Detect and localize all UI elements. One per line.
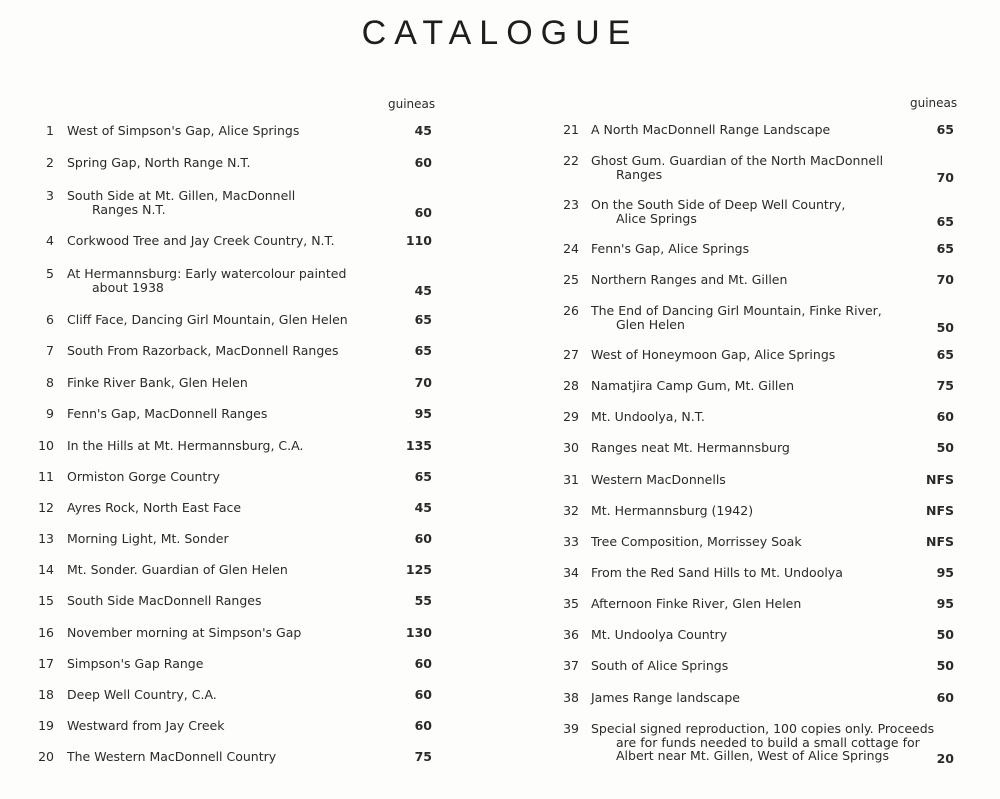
entry-title xyxy=(591,273,787,287)
entry-title xyxy=(591,722,934,763)
entry-number: 36 xyxy=(563,627,579,642)
entry-number: 33 xyxy=(563,534,579,549)
page-title: CATALOGUE xyxy=(361,14,639,52)
entry-price: 125 xyxy=(405,562,432,577)
entry-title xyxy=(591,348,835,362)
entry-title-line: Ranges N.T. xyxy=(92,201,166,217)
entry-title xyxy=(591,304,882,331)
entry-number: 10 xyxy=(38,438,54,453)
entry-price: 50 xyxy=(936,440,954,455)
entry-title xyxy=(67,626,301,640)
entry-number: 23 xyxy=(563,197,579,212)
entry-title xyxy=(67,719,224,733)
entry-title-line: Finke River Bank, Glen Helen xyxy=(67,375,248,390)
entry-title xyxy=(67,344,339,358)
entry-title-line: Simpson's Gap Range xyxy=(67,656,204,671)
entry-price: NFS xyxy=(925,534,954,549)
entry-title-line: Ormiston Gorge Country xyxy=(67,469,220,484)
entry-title-line: Mt. Hermannsburg (1942) xyxy=(591,503,754,518)
entry-price: 65 xyxy=(414,343,432,358)
entry-number: 34 xyxy=(563,565,579,580)
entry-title-line: Northern Ranges and Mt. Gillen xyxy=(591,272,788,287)
entry-number: 14 xyxy=(38,562,54,577)
entry-number: 38 xyxy=(563,690,579,705)
entry-price: 50 xyxy=(936,627,954,642)
entry-title xyxy=(591,441,790,455)
entry-title xyxy=(67,313,348,327)
entry-price: 65 xyxy=(936,241,954,256)
entry-title xyxy=(67,470,220,484)
entry-title-line: Westward from Jay Creek xyxy=(67,718,225,733)
entry-title-line: Spring Gap, North Range N.T. xyxy=(67,155,251,170)
entry-title-line: Cliff Face, Dancing Girl Mountain, Glen Helen xyxy=(67,312,348,327)
entry-price: 65 xyxy=(414,312,432,327)
entry-price: 70 xyxy=(414,375,432,390)
entry-number: 30 xyxy=(563,440,579,455)
entry-price: 65 xyxy=(936,213,954,229)
entry-title xyxy=(67,563,288,577)
entry-title-line: Mt. Undoolya Country xyxy=(591,627,728,642)
column-header-guineas-left: guineas xyxy=(388,97,436,111)
entry-title-line: Corkwood Tree and Jay Creek Country, N.T. xyxy=(67,233,335,248)
entry-title-line: South Side MacDonnell Ranges xyxy=(67,593,262,608)
entry-title-line: Ranges xyxy=(616,166,663,182)
entry-title-line: Namatjira Camp Gum, Mt. Gillen xyxy=(591,378,795,393)
entry-title-line: Morning Light, Mt. Sonder xyxy=(67,531,229,546)
entry-title-line: A North MacDonnell Range Landscape xyxy=(591,122,831,137)
entry-price: 60 xyxy=(414,656,432,671)
entry-price: 75 xyxy=(414,749,432,764)
entry-title-line: November morning at Simpson's Gap xyxy=(67,625,302,640)
entry-title xyxy=(67,439,303,453)
entry-title xyxy=(591,379,794,393)
entry-title-line: From the Red Sand Hills to Mt. Undoolya xyxy=(591,565,843,580)
entry-title-line: Alice Springs xyxy=(616,210,697,226)
entry-price: 70 xyxy=(936,272,954,287)
entry-title-line: The Western MacDonnell Country xyxy=(67,749,277,764)
entry-number: 16 xyxy=(38,625,54,640)
entry-price: 95 xyxy=(414,406,432,421)
entry-number: 35 xyxy=(563,596,579,611)
entry-price: 65 xyxy=(936,122,954,137)
entry-price: 50 xyxy=(936,319,954,335)
entry-price: 65 xyxy=(414,469,432,484)
entry-number: 21 xyxy=(563,122,579,137)
entry-price: 60 xyxy=(414,155,432,170)
entry-number: 31 xyxy=(563,472,579,487)
entry-title xyxy=(591,242,749,256)
entry-price: 95 xyxy=(936,596,954,611)
entry-price: 60 xyxy=(936,690,954,705)
entry-title xyxy=(67,657,203,671)
entry-title-line: On the South Side of Deep Well Country, xyxy=(591,197,846,212)
entry-title xyxy=(67,501,241,515)
entry-title xyxy=(67,688,217,702)
entry-title-line: Ayres Rock, North East Face xyxy=(67,500,242,515)
entry-title xyxy=(591,410,705,424)
entry-number: 2 xyxy=(46,155,54,170)
entry-price: 45 xyxy=(414,123,432,138)
entry-price: 65 xyxy=(936,347,954,362)
entry-price: 60 xyxy=(414,204,432,220)
entry-number: 5 xyxy=(46,266,54,281)
entry-number: 15 xyxy=(38,593,54,608)
entry-title-line: South From Razorback, MacDonnell Ranges xyxy=(67,343,339,358)
entry-title xyxy=(67,267,346,294)
entry-price: 60 xyxy=(414,718,432,733)
entry-title xyxy=(591,628,727,642)
entry-title-line: Special signed reproduction, 100 copies only. Proceeds xyxy=(591,721,935,736)
entry-title xyxy=(67,532,229,546)
entry-number: 39 xyxy=(563,721,579,736)
entry-title-line: At Hermannsburg: Early watercolour painted xyxy=(67,266,347,281)
entry-title xyxy=(67,234,335,248)
entry-title-line: Albert near Mt. Gillen, West of Alice Springs xyxy=(616,748,889,763)
entry-title xyxy=(591,535,802,549)
entry-title xyxy=(591,659,728,673)
entry-title-line: South Side at Mt. Gillen, MacDonnell xyxy=(67,188,296,203)
entry-number: 13 xyxy=(38,531,54,546)
entry-number: 9 xyxy=(46,406,54,421)
entry-number: 27 xyxy=(563,347,579,362)
entry-title xyxy=(591,473,726,487)
entry-price: 70 xyxy=(936,169,954,185)
entry-number: 7 xyxy=(46,343,54,358)
entry-number: 17 xyxy=(38,656,54,671)
entry-price: 20 xyxy=(936,751,954,766)
entry-title-line: Deep Well Country, C.A. xyxy=(67,687,217,702)
entry-title xyxy=(591,154,883,181)
entry-number: 4 xyxy=(46,233,54,248)
entry-number: 8 xyxy=(46,375,54,390)
entry-price: 95 xyxy=(936,565,954,580)
entry-number: 19 xyxy=(38,718,54,733)
entry-title-line: are for funds needed to build a small cottage for xyxy=(616,734,920,750)
entry-title xyxy=(591,504,753,518)
entry-title-line: Ranges neat Mt. Hermannsburg xyxy=(591,440,790,455)
entry-price: NFS xyxy=(925,503,954,518)
entry-title xyxy=(591,566,843,580)
entry-title xyxy=(591,691,740,705)
entry-price: 135 xyxy=(405,438,432,453)
entry-number: 24 xyxy=(563,241,579,256)
entry-price: 45 xyxy=(414,282,432,298)
entry-title-line: Afternoon Finke River, Glen Helen xyxy=(591,596,802,611)
entry-title-line: Western MacDonnells xyxy=(591,472,726,487)
entry-title-line: The End of Dancing Girl Mountain, Finke River, xyxy=(591,303,882,318)
entry-price: 75 xyxy=(936,378,954,393)
entry-price: NFS xyxy=(925,472,954,487)
entry-number: 6 xyxy=(46,312,54,327)
entry-number: 37 xyxy=(563,658,579,673)
entry-title-line: Tree Composition, Morrissey Soak xyxy=(591,534,802,549)
entry-number: 25 xyxy=(563,272,579,287)
entry-number: 20 xyxy=(38,749,54,764)
entry-number: 12 xyxy=(38,500,54,515)
entry-title xyxy=(67,407,267,421)
entry-price: 60 xyxy=(414,687,432,702)
entry-number: 26 xyxy=(563,303,579,318)
entry-price: 60 xyxy=(936,409,954,424)
entry-price: 110 xyxy=(405,233,432,248)
entry-title xyxy=(591,123,830,137)
column-header-guineas-right: guineas xyxy=(910,96,958,110)
entry-title-line: Mt. Undoolya, N.T. xyxy=(591,409,705,424)
entry-title xyxy=(67,156,251,170)
entry-title-line: In the Hills at Mt. Hermannsburg, C.A. xyxy=(67,438,304,453)
entry-title xyxy=(67,750,276,764)
entry-number: 28 xyxy=(563,378,579,393)
entry-number: 29 xyxy=(563,409,579,424)
entry-title-line: about 1938 xyxy=(92,279,164,295)
entry-title xyxy=(591,198,845,225)
entry-number: 22 xyxy=(563,153,579,168)
entry-title-line: James Range landscape xyxy=(591,690,740,705)
entry-number: 1 xyxy=(46,123,54,138)
entry-title xyxy=(67,124,299,138)
entry-title xyxy=(67,376,248,390)
entry-price: 55 xyxy=(414,593,432,608)
entry-title-line: Fenn's Gap, Alice Springs xyxy=(591,241,750,256)
entry-number: 3 xyxy=(46,188,54,203)
entry-title-line: West of Honeymoon Gap, Alice Springs xyxy=(591,347,836,362)
entry-title-line: Mt. Sonder. Guardian of Glen Helen xyxy=(67,562,288,577)
entry-title xyxy=(67,594,261,608)
entry-price: 60 xyxy=(414,531,432,546)
entry-title-line: Ghost Gum. Guardian of the North MacDonnell xyxy=(591,153,884,168)
entry-number: 18 xyxy=(38,687,54,702)
entry-title-line: Glen Helen xyxy=(616,316,685,332)
entry-title-line: Fenn's Gap, MacDonnell Ranges xyxy=(67,406,268,421)
entry-title-line: South of Alice Springs xyxy=(591,658,729,673)
entry-price: 50 xyxy=(936,658,954,673)
entry-price: 45 xyxy=(414,500,432,515)
entry-title xyxy=(591,597,801,611)
entry-title-line: West of Simpson's Gap, Alice Springs xyxy=(67,123,300,138)
entry-price: 130 xyxy=(405,625,432,640)
entry-number: 32 xyxy=(563,503,579,518)
entry-number: 11 xyxy=(38,469,54,484)
entry-title xyxy=(67,189,295,216)
